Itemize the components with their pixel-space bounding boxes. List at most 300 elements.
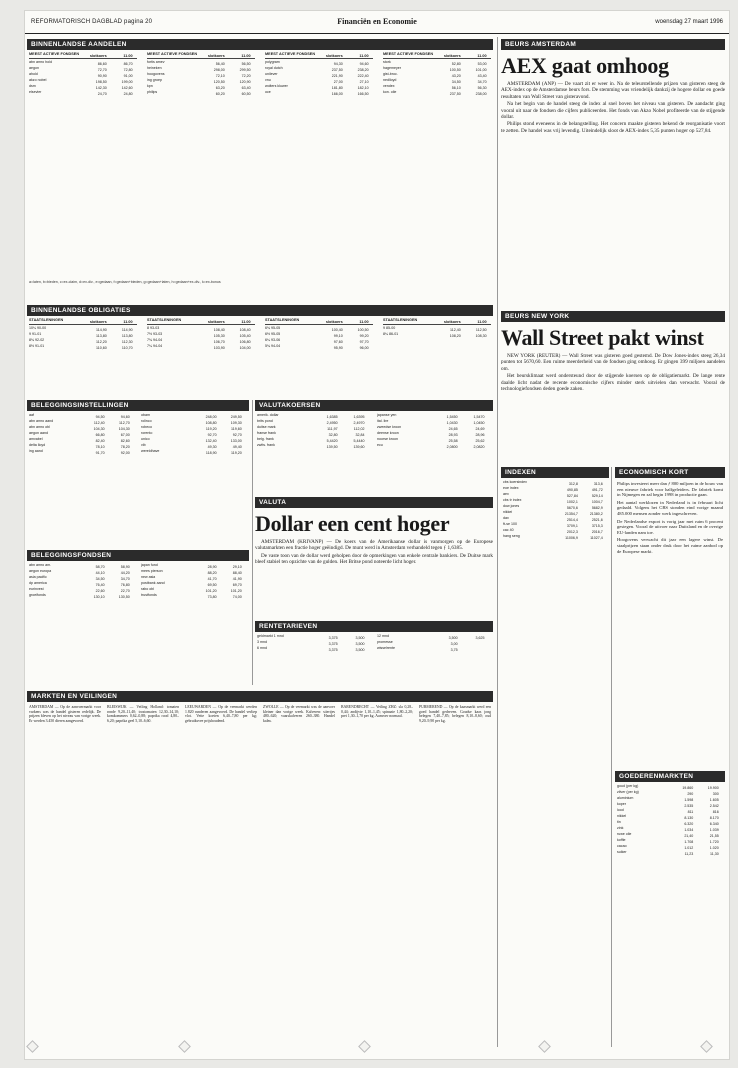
table-row: [265, 344, 373, 350]
table-cell: 24,70: [97, 91, 107, 96]
table-cell: 24,69: [475, 426, 485, 431]
table-cell: 3,500: [355, 635, 365, 640]
table-cell: new asia: [141, 575, 156, 579]
table-cell: 1.012: [684, 845, 694, 850]
table-cell: 237,50: [331, 67, 343, 72]
table-cell: 112,02: [353, 426, 365, 431]
table-cell: rorento: [141, 431, 153, 435]
table-cell: 130,50: [118, 594, 130, 599]
table-cell: japan fund: [141, 563, 158, 567]
table-cell: 29,10: [232, 564, 242, 569]
table-row: [377, 443, 489, 449]
table-cell: 249,50: [230, 414, 242, 419]
column-divider: [611, 467, 612, 1047]
table-cell: 1.020: [709, 845, 719, 850]
table-cell: 10¼ 90-00: [29, 326, 47, 330]
table-cell: 132,40: [205, 438, 217, 443]
table-cell: 238,20: [357, 67, 369, 72]
table-cell: kon. olie: [383, 90, 397, 94]
table-cell: 28,96: [475, 432, 485, 437]
table-cell: 76,80: [120, 582, 130, 587]
table-cell: 312,8: [568, 481, 578, 486]
table-header-cell: slotkoers: [207, 53, 225, 58]
table-cell: 166,00: [331, 91, 343, 96]
table-header-cell: slotkoers: [89, 53, 107, 58]
obligaties-col: [265, 318, 373, 350]
table-cell: 1,0430: [446, 420, 458, 425]
article-paragraph: LEEUWARDEN — Op de veemarkt werden 1.820 runderen aangevoerd. De handel verliep vlot. Vette koeien 6,40–7,80 per kg; gebruiksvee prijshoudend.: [185, 705, 257, 723]
table-cell: 142,60: [121, 85, 133, 90]
aandelen-col: [29, 52, 137, 96]
table-cell: hagemeyer: [383, 66, 401, 70]
table-cell: nikkei: [503, 510, 513, 514]
table-cell: 237,50: [449, 91, 461, 96]
table-cell: brits pond: [257, 419, 273, 423]
table-cell: 139,60: [353, 444, 365, 449]
table-cell: 3,375: [328, 641, 338, 646]
table-cell: 56,40: [215, 61, 225, 66]
section-valutakoersen-banner: VALUTAKOERSEN: [255, 400, 493, 411]
table-cell: 1.708: [684, 839, 694, 844]
article-paragraph: ZWOLLE — Op de veemarkt was de aanvoer kleiner dan vorige week. Kalveren: stiertjes 480–620; vaarskalveren 260–380. Handel kalm.: [263, 705, 335, 723]
table-cell: nikkel: [617, 814, 627, 818]
table-cell: stork: [383, 60, 391, 64]
table-header-cell: STAATSLENINGEN: [383, 318, 418, 322]
table-row: [29, 90, 137, 96]
table-cell: akzo nobel: [29, 78, 47, 82]
section-aandelen-banner: BINNENLANDSE AANDELEN: [27, 39, 493, 50]
table-cell: ing aand: [29, 449, 43, 453]
table-header-cell: MEEST ACTIEVE FONDSEN: [265, 52, 316, 56]
fondsen-col: [29, 563, 134, 599]
table-header-cell: slotkoers: [325, 319, 343, 324]
table-cell: 49,30: [207, 444, 217, 449]
table-row: [617, 850, 723, 856]
table-cell: 248,00: [205, 414, 217, 419]
article-paragraph: NEW YORK (REUTER) — Wall Street was gisteren goed gestemd. De Dow Jones-index steeg 26,34 punten tot 5670,60. Een ruime meerderheid van de fondsen ging omhoog. Er gingen 399 miljoen aandelen om.: [501, 353, 725, 372]
table-cell: 21,55: [709, 833, 719, 838]
table-cell: kpn: [147, 84, 153, 88]
table-row: [141, 449, 246, 455]
table-cell: 2521,6: [591, 517, 603, 522]
table-row: [383, 90, 491, 96]
section-beleggingsinstellingen-banner: BELEGGINGSINSTELLINGEN: [27, 400, 249, 411]
article-paragraph: Het beursklimaat werd ondersteund door de stijgende koersen op de obligatiemarkt. De lange rente daalde licht nadat de recente economische cijfers minder sterk uitvielen dan verwacht. Vooral de technologiefondsen deden goede zaken.: [501, 373, 725, 393]
table-cell: 114,90: [96, 327, 107, 332]
table-cell: 41,70: [207, 576, 217, 581]
section-indexen-banner: INDEXEN: [501, 467, 609, 478]
table-cell: 3,500: [448, 635, 458, 640]
table-cell: trustfonds: [141, 593, 157, 597]
beleg-col: [29, 413, 134, 455]
table-header: [383, 52, 491, 59]
article-paragraph: De Nederlandse export is vorig jaar met ruim 6 procent gestegen. Vooral de uitvoer naar Duitsland en de overige EU-landen nam toe.: [617, 518, 723, 535]
table-header-cell: MEEST ACTIEVE FONDSEN: [147, 52, 198, 56]
table-cell: 1.039: [709, 827, 719, 832]
table-row: [147, 90, 255, 96]
table-cell: 120,90: [239, 79, 251, 84]
table-cell: 133,00: [230, 438, 242, 443]
table-cell: 198,50: [95, 79, 107, 84]
article-paragraph: Na het begin van de handel steeg de index al snel boven het niveau van gisteren. De aandacht ging vooral uit naar de fondsen die cijfers publiceerden. Het fonds van Akzo Nobel profiteerde van de stijgende dollar.: [501, 101, 725, 121]
table-cell: obam: [141, 413, 150, 417]
table-cell: japanse yen: [377, 413, 397, 417]
table-cell: rolinco: [141, 419, 152, 423]
column-divider: [252, 400, 253, 685]
table-cell: 22,60: [95, 588, 105, 593]
table-cell: 56,10: [451, 85, 461, 90]
table-cell: 298,00: [213, 67, 225, 72]
table-cell: 811: [687, 809, 694, 814]
table-cell: 63,20: [215, 85, 225, 90]
table-header-cell: 11.00: [123, 319, 133, 324]
table-cell: 99,10: [333, 333, 343, 338]
table-cell: 25,62: [475, 438, 485, 443]
rente-col: [257, 634, 369, 652]
table-header-cell: 11.00: [359, 53, 369, 58]
table-cell: 32,84: [355, 432, 365, 437]
table-cell: 1,0450: [473, 420, 485, 425]
table-cell: 90,90: [97, 73, 107, 78]
article-paragraph: AMSTERDAM (ANP) — De vaart zit er weer in. Na de teleurstellende prijzen van gisteren steeg de AEX-index op de Amsterdamse beurs fors. De stemming was vriendelijk dankzij de hogere dollar en goede resultaten van Wall Street van gisteravond.: [501, 81, 725, 100]
table-cell: wisselrente: [377, 646, 395, 650]
table-cell: 63,40: [241, 85, 251, 90]
table-cell: 490,85: [566, 487, 578, 492]
table-header-cell: MEEST ACTIEVE FONDSEN: [383, 52, 434, 56]
table-cell: 3715,3: [591, 523, 603, 528]
obligaties-table: [29, 318, 491, 395]
table-cell: 99,20: [359, 333, 369, 338]
table-cell: promesse: [377, 640, 393, 644]
table-cell: dow jones: [503, 504, 520, 508]
table-cell: 6½ 95-05: [265, 332, 281, 336]
article-paragraph: BLEISWIJK — Veiling Holland: tomaten ronde 9,20–11,40; trostomaten 12,30–14,10; komkommers 0,62–0,88; paprika rood 4,80–6,20; paprika geel 5,10–6,60.: [107, 705, 179, 723]
aandelen-table: [29, 52, 491, 277]
table-cell: 27,10: [359, 79, 369, 84]
table-cell: 2,0820: [473, 444, 485, 449]
table-cell: 113,80: [96, 333, 107, 338]
table-cell: 97,60: [333, 339, 343, 344]
table-cell: 816: [712, 809, 719, 814]
section-valuta-banner: VALUTA: [255, 497, 493, 508]
table-row: [265, 90, 373, 96]
table-cell: 3,00: [450, 641, 458, 646]
table-cell: 53,00: [477, 61, 487, 66]
table-header-cell: MEEST ACTIEVE FONDSEN: [29, 52, 80, 56]
table-cell: 105,40: [239, 333, 251, 338]
table-cell: 5,4420: [326, 438, 338, 443]
table-cell: suiker: [617, 850, 627, 854]
obligaties-col: [29, 318, 137, 350]
table-cell: 106,70: [213, 339, 225, 344]
table-row: [503, 534, 607, 540]
beleggingsinstellingen-table: [29, 413, 249, 545]
table-cell: 5682,9: [591, 505, 603, 510]
markten-col: [29, 705, 101, 725]
table-cell: 199,00: [121, 79, 133, 84]
table-cell: 130,10: [93, 594, 105, 599]
table-cell: 221,90: [331, 73, 343, 78]
table-cell: 529,14: [591, 493, 603, 498]
table-cell: 3709,1: [566, 523, 578, 528]
table-cell: ing groep: [147, 78, 162, 82]
table-row: [147, 344, 255, 350]
table-cell: 300: [712, 791, 719, 796]
table-cell: 21,40: [684, 833, 694, 838]
valuta-col: [257, 413, 369, 449]
table-cell: 92,00: [120, 450, 130, 455]
table-header: [147, 318, 255, 325]
table-cell: hoogovens: [147, 72, 165, 76]
table-cell: 2.535: [684, 803, 694, 808]
section-goederenmarkten-banner: GOEDERENMARKTEN: [615, 771, 725, 782]
article-paragraph: Hoogovens verwacht dit jaar een lagere winst. De staalprijzen staan onder druk door het ruime aanbod op de Europese markt.: [617, 537, 723, 554]
table-cell: 8.130: [684, 815, 694, 820]
table-cell: 60,50: [241, 91, 251, 96]
table-cell: 41,90: [232, 576, 242, 581]
article-paragraph: PURMEREND — Op de kaasmarkt werd een goed handel gedreven. Goudse kaas jong belegen 7,40–7,85; belegen 8,10–8,60; oud 9,20–9,90 per kg.: [419, 705, 491, 723]
table-cell: 91,70: [95, 450, 105, 455]
table-cell: 114,90: [121, 327, 133, 332]
table-cell: 2016,7: [591, 529, 603, 534]
table-cell: 24,80: [123, 91, 133, 96]
table-cell: 9 91-01: [29, 332, 42, 336]
index-col: [503, 480, 607, 540]
table-cell: 111,97: [327, 426, 338, 431]
table-cell: 11006,9: [565, 535, 578, 540]
section-beurs-amsterdam-banner: BEURS AMSTERDAM: [501, 39, 725, 50]
table-header-cell: slotkoers: [89, 319, 107, 324]
table-cell: abn amro obl: [29, 425, 50, 429]
table-cell: asia pacific: [29, 575, 47, 579]
table-cell: heineken: [147, 66, 162, 70]
table-cell: 142,30: [95, 85, 107, 90]
table-cell: 2.542: [709, 803, 719, 808]
article-aex-headline: AEX gaat omhoog: [501, 53, 669, 78]
table-cell: 2,0800: [446, 444, 458, 449]
table-cell: amerik. dollar: [257, 413, 279, 417]
table-cell: 8 93-03: [147, 326, 160, 330]
table-cell: aegon: [29, 66, 39, 70]
table-cell: vendex: [383, 84, 395, 88]
table-cell: 82,60: [120, 438, 130, 443]
table-cell: 3,75: [450, 647, 458, 652]
article-paragraph: Philips investeert meer dan ƒ 800 miljoen in de bouw van een nieuwe fabriek voor halfgeleiders. De fabriek komt in Nijmegen en zal begin 1998 in productie gaan.: [617, 481, 723, 498]
table-cell: 49,40: [232, 444, 242, 449]
table-cell: lood: [617, 808, 624, 812]
table-cell: mees pierson: [141, 569, 163, 573]
article-aex-body: [501, 81, 725, 134]
table-cell: ital. lire: [377, 419, 389, 423]
table-cell: 5670,6: [566, 505, 578, 510]
obligaties-col: [383, 318, 491, 338]
table-cell: eurinvest: [29, 587, 44, 591]
table-cell: 97,70: [359, 339, 369, 344]
table-cell: 6.340: [709, 821, 719, 826]
masthead: [25, 11, 729, 34]
economisch-kort-text: [617, 481, 723, 761]
table-header-cell: 11.00: [359, 319, 369, 324]
table-cell: unilever: [265, 72, 278, 76]
table-cell: cac 40: [503, 528, 514, 532]
table-row: [29, 593, 134, 599]
table-cell: 58,70: [95, 564, 105, 569]
table-cell: 92,70: [232, 432, 242, 437]
table-header-cell: 11.00: [123, 53, 133, 58]
rentetarieven-table: [257, 634, 491, 684]
beleg-col: [141, 413, 246, 455]
table-cell: 19.900: [707, 785, 719, 790]
table-cell: 86,60: [97, 61, 107, 66]
table-cell: eoe index: [503, 486, 519, 490]
table-row: [257, 443, 369, 449]
table-cell: 112,70: [119, 420, 130, 425]
table-cell: 11,23: [684, 851, 694, 856]
table-cell: 1.034: [684, 827, 694, 832]
table-cell: robeco: [141, 425, 152, 429]
table-cell: 43,20: [451, 73, 461, 78]
table-cell: 78,20: [120, 444, 130, 449]
table-cell: aegon aand: [29, 431, 48, 435]
article-wallstreet-body: [501, 353, 725, 392]
table-cell: fortis amev: [147, 60, 165, 64]
table-cell: vib: [141, 443, 146, 447]
rente-col: [377, 634, 489, 652]
table-cell: 222,40: [357, 73, 369, 78]
table-cell: 3,375: [328, 647, 338, 652]
article-wallstreet-headline: Wall Street pakt winst: [501, 325, 704, 350]
table-cell: 6¼ 93-06: [265, 338, 281, 342]
table-cell: deense kroon: [377, 431, 399, 435]
table-cell: 34,50: [451, 79, 461, 84]
table-cell: 91,00: [123, 73, 133, 78]
fondsen-col: [141, 563, 246, 599]
table-cell: dsm: [29, 84, 36, 88]
table-cell: 101,20: [230, 588, 242, 593]
table-cell: 22,70: [120, 588, 130, 593]
table-cell: 491,72: [591, 487, 603, 492]
table-cell: 110,70: [121, 345, 133, 350]
valuta-col: [377, 413, 489, 449]
table-cell: 108,40: [213, 327, 225, 332]
table-cell: 78,10: [95, 444, 105, 449]
table-cell: aegon europa: [29, 569, 52, 573]
article-dollar-headline: Dollar een cent hoger: [255, 511, 450, 536]
table-header-cell: STAATSLENINGEN: [265, 318, 300, 322]
table-cell: 58,90: [120, 564, 130, 569]
table-header-cell: 11.00: [241, 53, 251, 58]
table-cell: 1,5470: [473, 414, 485, 419]
table-cell: 94,30: [333, 61, 343, 66]
table-cell: 3,375: [328, 635, 338, 640]
table-cell: 2514,4: [566, 517, 578, 522]
table-cell: 11027,4: [590, 535, 603, 540]
table-row: [29, 449, 134, 455]
table-cell: royal dutch: [265, 66, 283, 70]
table-header-cell: STAATSLENINGEN: [147, 318, 182, 322]
table-cell: 105,30: [213, 333, 225, 338]
table-cell: 181,80: [331, 85, 343, 90]
page-section-title: Financiën en Economie: [337, 17, 417, 26]
table-cell: zilver (per kg): [617, 790, 639, 794]
table-cell: 104,00: [239, 345, 251, 350]
table-cell: 120,50: [213, 79, 225, 84]
table-cell: 101,00: [475, 67, 487, 72]
table-cell: 100,50: [357, 327, 369, 332]
table-row: [377, 646, 489, 652]
table-cell: abn amro hold: [29, 60, 52, 64]
table-cell: gist-broc.: [383, 72, 398, 76]
table-cell: franse frank: [257, 431, 276, 435]
table-header-cell: STAATSLENINGEN: [29, 318, 64, 322]
article-paragraph: BARENDRECHT — Veiling ZHZ: sla 0,28–0,44; andijvie 1,10–1,45; spinazie 1,80–2,20; prei 1,30–1,70 per kg. Aanvoer normaal.: [341, 705, 413, 719]
table-cell: 32,80: [328, 432, 338, 437]
table-cell: ruwe olie: [617, 832, 632, 836]
table-cell: 72,20: [241, 73, 251, 78]
table-cell: 74,00: [232, 594, 242, 599]
table-cell: goud (per kg): [617, 784, 639, 788]
table-cell: 7¼ 94-04: [147, 344, 163, 348]
table-cell: 8.170: [709, 815, 719, 820]
table-cell: 299,50: [239, 67, 251, 72]
table-cell: ft-se 100: [503, 522, 517, 526]
table-cell: 25,58: [448, 438, 458, 443]
table-cell: 67,00: [120, 432, 130, 437]
table-cell: 109,30: [230, 420, 242, 425]
table-cell: 108,20: [449, 333, 461, 338]
table-cell: 86,70: [123, 61, 133, 66]
table-cell: 28,93: [448, 432, 458, 437]
table-cell: wereldhave: [141, 449, 160, 453]
table-cell: aaf: [29, 413, 34, 417]
table-cell: 60,20: [215, 91, 225, 96]
table-cell: abn amro aand: [29, 419, 54, 423]
table-row: [383, 332, 491, 338]
table-row: [29, 344, 137, 350]
table-cell: 5¾ 94-04: [265, 344, 281, 348]
table-cell: 1.605: [709, 797, 719, 802]
section-economisch-kort-banner: ECONOMISCH KORT: [615, 467, 725, 478]
table-cell: 43,40: [477, 73, 487, 78]
table-cell: 44,10: [95, 570, 105, 575]
table-cell: tin: [617, 820, 621, 824]
table-row: [141, 593, 246, 599]
table-cell: 6 mnd: [257, 646, 267, 650]
table-header: [383, 318, 491, 325]
markten-col: [419, 705, 491, 725]
table-cell: 9 85-00: [383, 326, 396, 330]
table-cell: 72,70: [97, 67, 107, 72]
table-cell: dax: [503, 516, 509, 520]
table-cell: cbs tr index: [503, 498, 522, 502]
table-cell: 1.720: [709, 839, 719, 844]
table-cell: koper: [617, 802, 626, 806]
table-cell: 95,90: [333, 345, 343, 350]
table-cell: 7½ 93-03: [147, 332, 163, 336]
table-cell: ahold: [29, 72, 38, 76]
table-cell: 2,4970: [353, 420, 365, 425]
table-cell: 2012,3: [566, 529, 578, 534]
table-cell: 1,6395: [353, 414, 365, 419]
table-cell: 119,60: [231, 426, 242, 431]
section-markten-banner: MARKTEN EN VEILINGEN: [27, 691, 493, 702]
table-cell: 6¾ 95-05: [265, 326, 281, 330]
table-cell: 8½ 91-01: [29, 344, 45, 348]
table-cell: 12 mnd: [377, 634, 389, 638]
table-cell: 76,40: [95, 582, 105, 587]
table-cell: 69,70: [232, 582, 242, 587]
table-cell: 96,00: [359, 345, 369, 350]
